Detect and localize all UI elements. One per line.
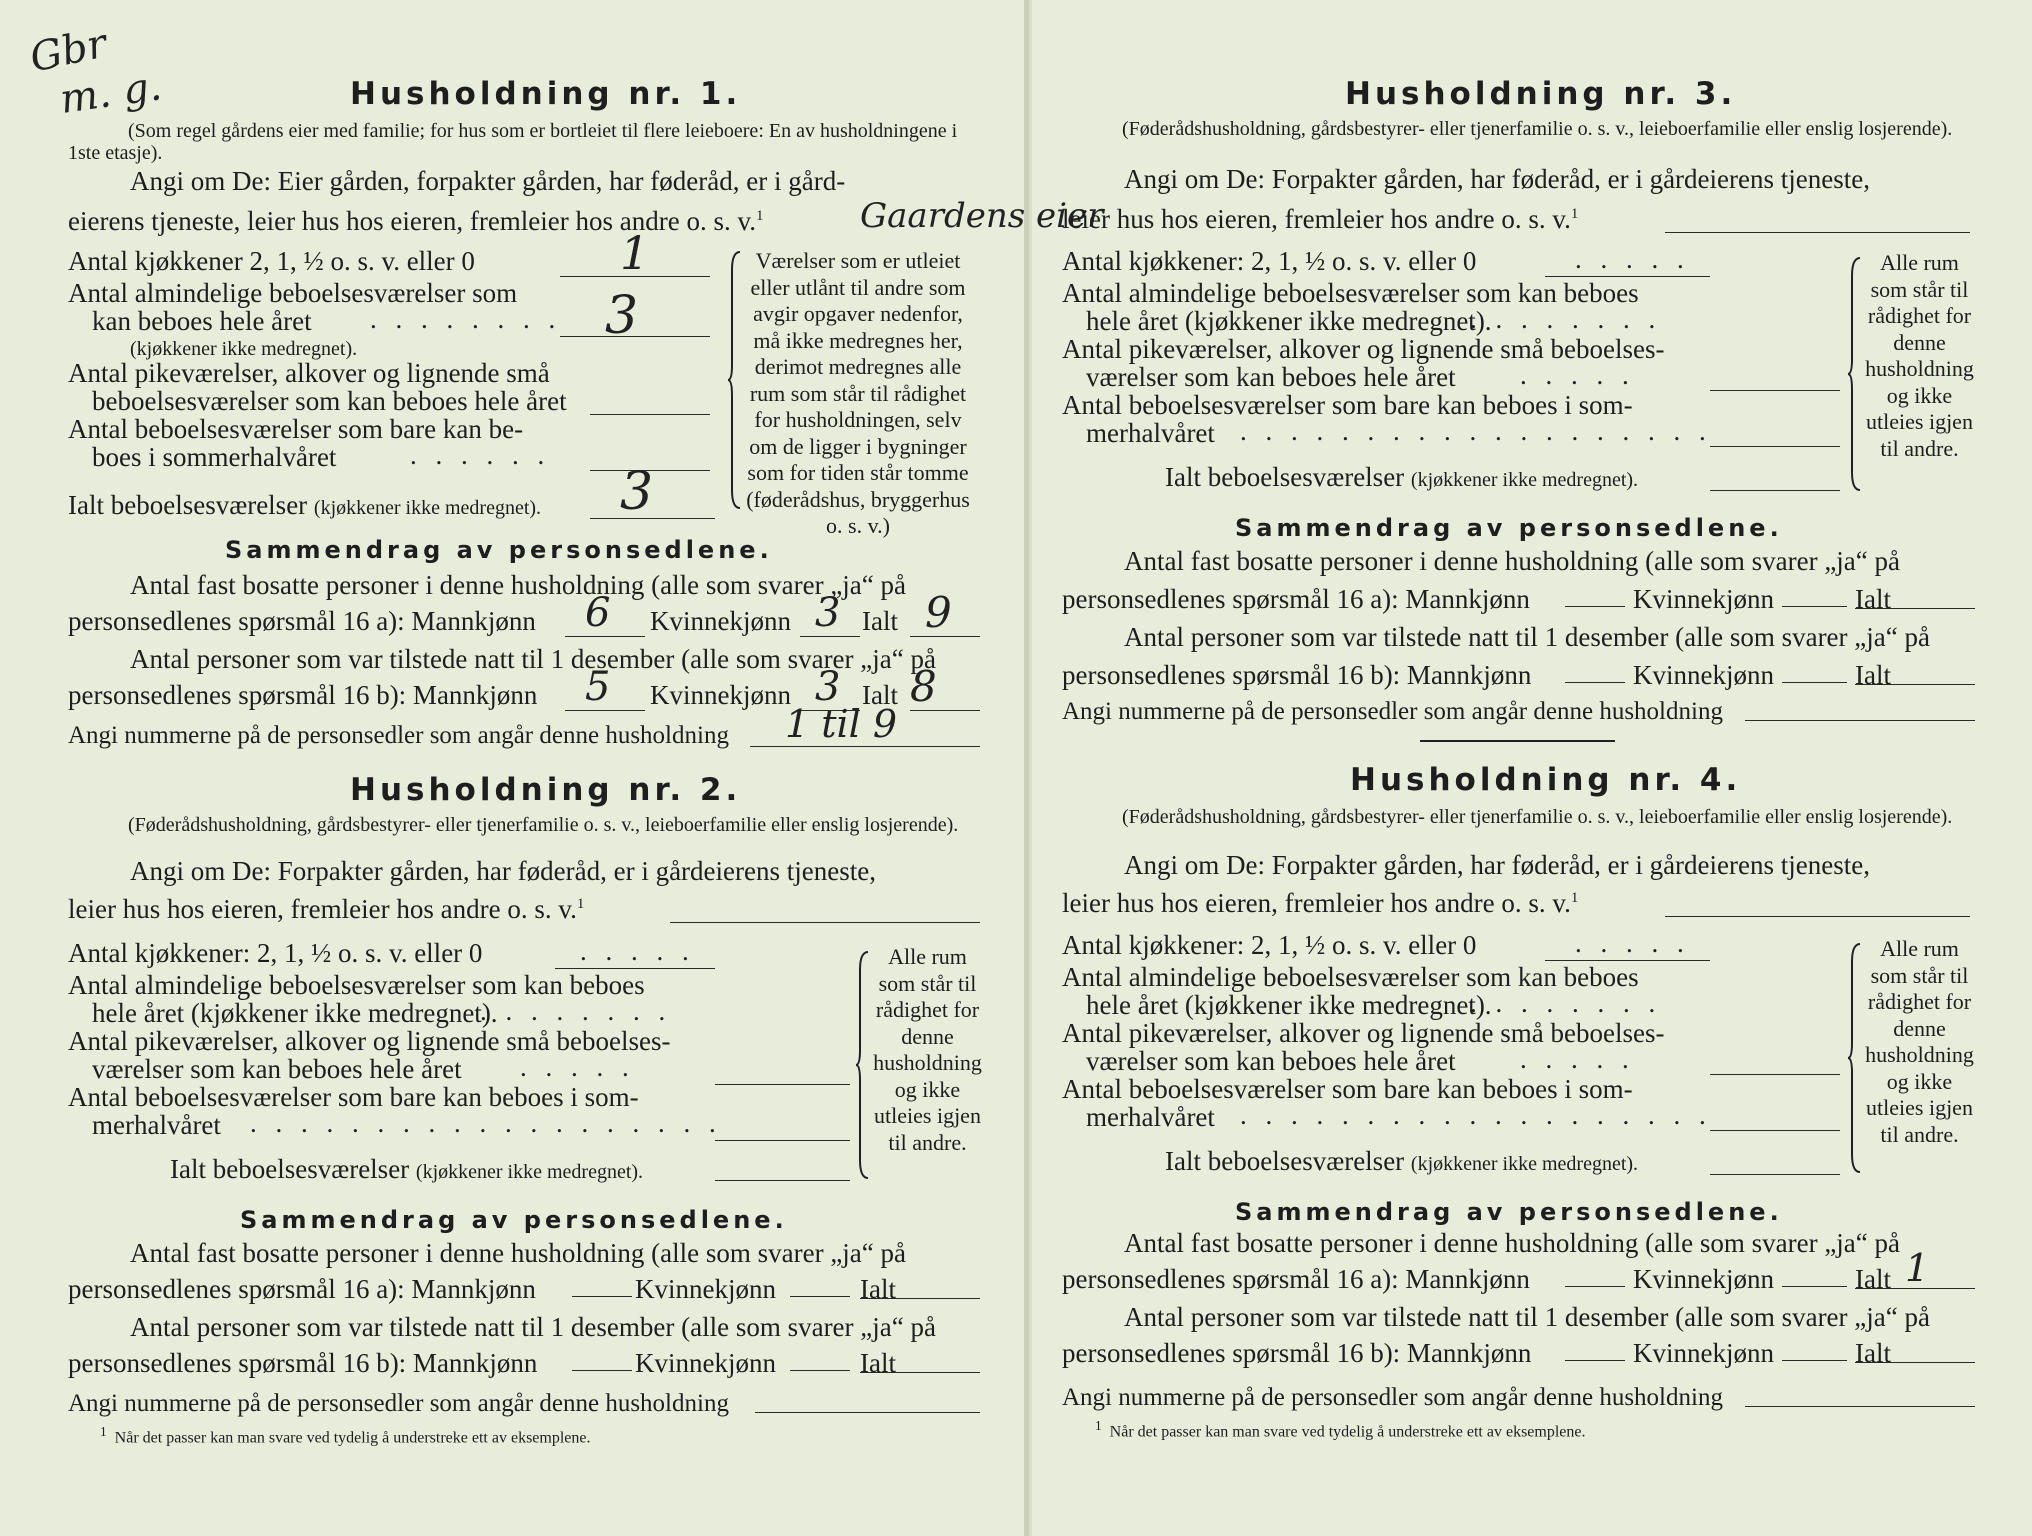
household-2-total-field[interactable] [715,1180,850,1181]
household-4-numbers-label: Angi nummerne på de personsedler som angår denne husholdning [1062,1384,1723,1411]
household-4-summer-dots: . . . . . . . . . . . . . . . . . . . [1240,1100,1712,1130]
household-4-s1-line-2: personsedlenes spørsmål 16 a): Mannkjønn [1062,1264,1530,1294]
household-4-title: Husholdning nr. 4. [1350,762,1742,798]
household-1-numbers-field[interactable] [750,746,980,747]
footnote-marker: 1 [576,896,585,912]
household-2-s2-total-field[interactable] [860,1372,980,1373]
angi-line-2-text: leier hus hos eieren, fremleier hos andre o. s. v. [68,894,577,924]
household-1-s1-male-field[interactable] [565,636,645,637]
household-4-kitchens-field[interactable] [1545,960,1710,961]
household-2-maid-field[interactable] [715,1084,850,1085]
household-2-s2-total-label: Ialt [860,1348,896,1378]
total-label-note: (kjøkkener ikke medregnet). [313,497,542,519]
total-label-note: (kjøkkener ikke medregnet). [1410,1153,1639,1175]
household-4-total-field[interactable] [1710,1174,1840,1175]
household-2-title: Husholdning nr. 2. [350,772,742,808]
household-3-s2-line-1: Antal personer som var tilstede natt til 1 desember (alle som svarer „ja“ på [1124,622,1930,652]
household-4-maid-label-1: Antal pikeværelser, alkover og lignende små beboelses- [1062,1018,1665,1048]
household-2-numbers-field[interactable] [755,1412,980,1413]
household-1-intro: (Som regel gårdens eier med familie; for hus som er bortleiet til flere leieboere: En av husholdningene i 1ste etasje). [68,120,958,164]
household-4-kitchens-dots: . . . . . [1575,928,1690,958]
household-3-s1-total-label: Ialt [1855,584,1891,614]
household-4-footnote [1095,1418,1585,1441]
household-4-rooms-dots: . . . . . . . . [1470,988,1662,1018]
footnote-marker: 1 [1570,890,1579,906]
household-1-s2-total-label: Ialt [862,680,898,710]
household-1-kitchens-value: 1 [620,226,650,280]
household-2-angi-line-1: Angi om De: Forpakter gården, har føderåd, er i gårdeierens tjeneste, [130,856,876,886]
household-4-s1-line-1: Antal fast bosatte personer i denne husholdning (alle som svarer „ja“ på [1124,1228,1900,1258]
household-2-s1-total-label: Ialt [860,1274,896,1304]
household-3-kitchens-label: Antal kjøkkener: 2, 1, ½ o. s. v. eller 0 [1062,246,1477,276]
household-3-s2-line-2: personsedlenes spørsmål 16 b): Mannkjønn [1062,660,1532,690]
household-2-angi-field[interactable] [670,922,980,923]
household-1-rooms-note: (kjøkkener ikke medregnet). [130,338,358,360]
household-4-s2-line-1: Antal personer som var tilstede natt til 1 desember (alle som svarer „ja“ på [1124,1302,1930,1332]
household-1-maid-label-2: beboelsesværelser som kan beboes hele året [92,386,567,416]
household-3-rooms-dots: . . . . . . . . [1470,304,1662,334]
household-2-kitchens-dots: . . . . . [580,936,695,966]
household-4-side-note: Alle rum som står til rådighet for denne husholdning og ikke utleies igjen til andre. [1865,936,1974,1147]
household-2-s2-line-2: personsedlenes spørsmål 16 b): Mannkjønn [68,1348,538,1378]
household-3-s1-female-label: Kvinnekjønn [1633,584,1774,614]
household-3-numbers-field[interactable] [1745,720,1975,721]
household-3-s2-male-field[interactable] [1565,682,1625,683]
household-3-angi-field[interactable] [1665,232,1970,233]
footnote-text: Når det passer kan man svare ved tydelig å understreke ett av eksemplene. [1109,1423,1586,1441]
household-3-s2-total-field[interactable] [1855,684,1975,685]
household-4-angi-field[interactable] [1665,916,1970,917]
household-2-rooms-label-2: hele året (kjøkkener ikke medregnet). [92,998,498,1028]
household-3-intro: (Føderådshusholdning, gårdsbestyrer- eller tjenerfamilie o. s. v., leieboerfamilie eller enslig losjerende). [1122,118,1953,140]
household-3-s2-female-label: Kvinnekjønn [1633,660,1774,690]
household-3-angi-line-2 [1062,204,1578,235]
household-1-total-label [68,490,541,521]
household-1-s1-total-label: Ialt [862,606,898,636]
household-4-intro: (Føderådshusholdning, gårdsbestyrer- eller tjenerfamilie o. s. v., leieboerfamilie eller enslig losjerende). [1122,806,1953,828]
handwritten-owner-answer: Gaardens eier [860,196,1104,236]
household-4-total-label [1165,1146,1638,1177]
footnote-marker: 1 [756,208,764,224]
household-4-summary-title: Sammendrag av personsedlene. [1235,1198,1783,1226]
household-3-s1-total-field[interactable] [1855,608,1975,609]
household-2-rooms-label-1: Antal almindelige beboelsesværelser som kan beboes [68,970,645,1000]
household-3-kitchens-field[interactable] [1545,276,1710,277]
household-2-s2-female-label: Kvinnekjønn [635,1348,776,1378]
handwritten-marginal-note-1: Gbr [26,20,111,82]
household-1-rooms-label-1: Antal almindelige beboelsesværelser som [68,278,518,308]
handwritten-marginal-note-2: m. g. [57,63,165,123]
household-3-rooms-label-2: hele året (kjøkkener ikke medregnet). [1086,306,1492,336]
angi-line-2-text: eierens tjeneste, leier hus hos eieren, fremleier hos andre o. s. v. [68,206,756,236]
household-3-s1-line-2: personsedlenes spørsmål 16 a): Mannkjønn [1062,584,1530,614]
household-2-summer-label-1: Antal beboelsesværelser som bare kan beboes i som- [68,1082,639,1112]
household-2-maid-label-2: værelser som kan beboes hele året [92,1054,462,1084]
household-4-s1-female-field[interactable] [1782,1286,1847,1287]
household-4-s2-female-label: Kvinnekjønn [1633,1338,1774,1368]
footnote-marker: 1 [1570,206,1579,222]
household-4-kitchens-label: Antal kjøkkener: 2, 1, ½ o. s. v. eller 0 [1062,930,1477,960]
household-4-s2-female-field[interactable] [1782,1360,1847,1361]
household-2-maid-label-1: Antal pikeværelser, alkover og lignende små beboelses- [68,1026,671,1056]
household-1-s2-line-1: Antal personer som var tilstede natt til 1 desember (alle som svarer „ja“ på [130,644,936,674]
household-3-summary-title: Sammendrag av personsedlene. [1235,514,1783,542]
total-label-text: Ialt beboelsesværelser [1165,1146,1405,1176]
household-2-kitchens-label: Antal kjøkkener: 2, 1, ½ o. s. v. eller 0 [68,938,483,968]
household-1-s2-male-value: 5 [585,664,611,710]
household-2-maid-dots: . . . . . [520,1052,635,1082]
household-2-s1-line-1: Antal fast bosatte personer i denne husholdning (alle som svarer „ja“ på [130,1238,906,1268]
angi-line-2-text: leier hus hos eieren, fremleier hos andre o. s. v. [1062,888,1571,918]
household-3-s2-total-label: Ialt [1855,660,1891,690]
household-4-summer-field[interactable] [1710,1130,1840,1131]
household-1-s2-female-label: Kvinnekjønn [650,680,791,710]
household-4-numbers-field[interactable] [1745,1406,1975,1407]
household-1-summary-title: Sammendrag av personsedlene. [225,536,773,564]
household-1-s2-line-2: personsedlenes spørsmål 16 b): Mannkjønn [68,680,538,710]
household-3-summer-label-2: merhalvåret [1086,418,1215,448]
household-1-maid-label-1: Antal pikeværelser, alkover og lignende små [68,358,550,388]
household-3-summer-label-1: Antal beboelsesværelser som bare kan beboes i som- [1062,390,1633,420]
household-4-s2-total-field[interactable] [1855,1362,1975,1363]
household-1-s1-female-label: Kvinnekjønn [650,606,791,636]
household-1-summer-dots: . . . . . . [410,440,551,470]
household-2-numbers-label: Angi nummerne på de personsedler som angår denne husholdning [68,1390,729,1417]
household-3-angi-line-1: Angi om De: Forpakter gården, har føderåd, er i gårdeierens tjeneste, [1124,164,1870,194]
household-4-summer-label-1: Antal beboelsesværelser som bare kan beboes i som- [1062,1074,1633,1104]
household-1-numbers-value: 1 til 9 [785,702,898,746]
household-1-s1-female-field[interactable] [800,636,860,637]
household-2-s1-female-label: Kvinnekjønn [635,1274,776,1304]
household-2-s2-male-field[interactable] [572,1370,632,1371]
household-4-s2-line-2: personsedlenes spørsmål 16 b): Mannkjønn [1062,1338,1532,1368]
household-4-angi-line-1: Angi om De: Forpakter gården, har føderåd, er i gårdeierens tjeneste, [1124,850,1870,880]
household-3-rooms-label-1: Antal almindelige beboelsesværelser som kan beboes [1062,278,1639,308]
household-4-s2-total-label: Ialt [1855,1338,1891,1368]
household-2-s2-line-1: Antal personer som var tilstede natt til 1 desember (alle som svarer „ja“ på [130,1312,936,1342]
household-4-s2-male-field[interactable] [1565,1360,1625,1361]
household-1-rooms-dots: . . . . . . . . [370,304,562,334]
household-1-summer-label-1: Antal beboelsesværelser som bare kan be- [68,414,524,444]
household-3-total-label [1165,462,1638,493]
household-3-total-field[interactable] [1710,490,1840,491]
household-4-maid-label-2: værelser som kan beboes hele året [1086,1046,1456,1076]
household-2-s2-female-field[interactable] [790,1370,850,1371]
household-2-s1-total-field[interactable] [860,1298,980,1299]
household-2-side-note: Alle rum som står til rådighet for denne husholdning og ikke utleies igjen til andre. [873,944,982,1155]
household-1-total-value: 3 [620,462,654,522]
household-4-s1-female-label: Kvinnekjønn [1633,1264,1774,1294]
household-2-rooms-dots: . . . . . . . . [480,996,672,1026]
household-1-angi-line-1: Angi om De: Eier gården, forpakter gården, har føderåd, er i gård- [130,166,846,196]
household-1-rooms-value: 3 [605,286,639,346]
household-3-side-note: Alle rum som står til rådighet for denne husholdning og ikke utleies igjen til andre. [1865,250,1974,461]
household-2-s1-line-2: personsedlenes spørsmål 16 a): Mannkjønn [68,1274,536,1304]
section-divider [1420,740,1615,742]
household-1-title: Husholdning nr. 1. [350,76,742,112]
household-1-s1-male-value: 6 [585,590,611,636]
household-2-summary-title: Sammendrag av personsedlene. [240,1206,788,1234]
household-1-side-note: Værelser som er utleiet eller utlånt til andre som avgir opgaver nedenfor, må ikke medregnes her, derimot medregnes alle rum som står til rådighet for husholdningen, selv om de ligger i bygninger som for tiden står tomme (føderådshus, bryggerhus o. s. v.) [746,248,970,538]
household-4-summer-label-2: merhalvåret [1086,1102,1215,1132]
household-2-intro: (Føderådshusholdning, gårdsbestyrer- eller tjenerfamilie o. s. v., leieboerfamilie eller enslig losjerende). [128,814,959,836]
total-label-text: Ialt beboelsesværelser [1165,462,1405,492]
household-2-total-label [170,1154,643,1185]
household-3-s1-female-field[interactable] [1782,606,1847,607]
footnote-mark: 1 [100,1424,107,1439]
total-label-note: (kjøkkener ikke medregnet). [1410,469,1639,491]
household-3-maid-label-2: værelser som kan beboes hele året [1086,362,1456,392]
household-4-s1-total-label: Ialt [1855,1264,1891,1294]
household-4-rooms-label-1: Antal almindelige beboelsesværelser som kan beboes [1062,962,1639,992]
household-3-maid-label-1: Antal pikeværelser, alkover og lignende små beboelses- [1062,334,1665,364]
household-3-maid-field[interactable] [1710,390,1840,391]
footnote-mark: 1 [1095,1418,1102,1433]
household-3-summer-dots: . . . . . . . . . . . . . . . . . . . [1240,416,1712,446]
household-2-brace [856,950,870,1180]
angi-line-2-text: leier hus hos eieren, fremleier hos andre o. s. v. [1062,204,1571,234]
household-1-angi-line-2 [68,206,764,237]
household-1-s2-total-value: 8 [910,662,937,711]
household-3-title: Husholdning nr. 3. [1345,76,1737,112]
total-label-text: Ialt beboelsesværelser [170,1154,410,1184]
household-1-s2-male-field[interactable] [565,710,645,711]
household-1-maid-field[interactable] [590,414,710,415]
household-4-s1-total-value: 1 [1905,1246,1930,1290]
household-4-angi-line-2 [1062,888,1578,919]
household-1-s1-line-2: personsedlenes spørsmål 16 a): Mannkjønn [68,606,536,636]
household-1-s1-female-value: 3 [815,590,841,636]
household-4-rooms-label-2: hele året (kjøkkener ikke medregnet). [1086,990,1492,1020]
household-3-brace [1848,256,1862,492]
household-3-kitchens-dots: . . . . . [1575,244,1690,274]
household-3-summer-field[interactable] [1710,446,1840,447]
household-4-s1-male-field[interactable] [1565,1286,1625,1287]
household-2-footnote [100,1424,590,1447]
household-1-s1-line-1: Antal fast bosatte personer i denne husholdning (alle som svarer „ja“ på [130,570,906,600]
household-1-rooms-label-2: kan beboes hele året [92,306,312,336]
household-2-s1-female-field[interactable] [790,1296,850,1297]
household-3-s1-line-1: Antal fast bosatte personer i denne husholdning (alle som svarer „ja“ på [1124,546,1900,576]
household-3-s1-male-field[interactable] [1565,606,1625,607]
household-1-s1-total-value: 9 [925,588,952,637]
household-2-kitchens-field[interactable] [555,968,715,969]
household-3-s2-female-field[interactable] [1782,682,1847,683]
household-3-numbers-label: Angi nummerne på de personsedler som angår denne husholdning [1062,698,1723,725]
footnote-text: Når det passer kan man svare ved tydelig å understreke ett av eksemplene. [114,1429,591,1447]
household-2-summer-label-2: merhalvåret [92,1110,221,1140]
household-4-maid-field[interactable] [1710,1074,1840,1075]
household-2-summer-dots: . . . . . . . . . . . . . . . . . . . [250,1108,722,1138]
household-1-s2-female-value: 3 [815,664,841,710]
household-2-angi-line-2 [68,894,584,925]
household-2-s1-male-field[interactable] [572,1296,632,1297]
total-label-text: Ialt beboelsesværelser [68,490,308,520]
total-label-note: (kjøkkener ikke medregnet). [415,1161,644,1183]
household-4-brace [1848,942,1862,1174]
household-3-maid-dots: . . . . . [1520,360,1635,390]
household-4-maid-dots: . . . . . [1520,1044,1635,1074]
household-1-numbers-label: Angi nummerne på de personsedler som angår denne husholdning [68,722,729,749]
household-1-kitchens-label: Antal kjøkkener 2, 1, ½ o. s. v. eller 0 [68,246,475,276]
household-1-summer-label-2: boes i sommerhalvåret [92,442,337,472]
household-2-summer-field[interactable] [715,1140,850,1141]
